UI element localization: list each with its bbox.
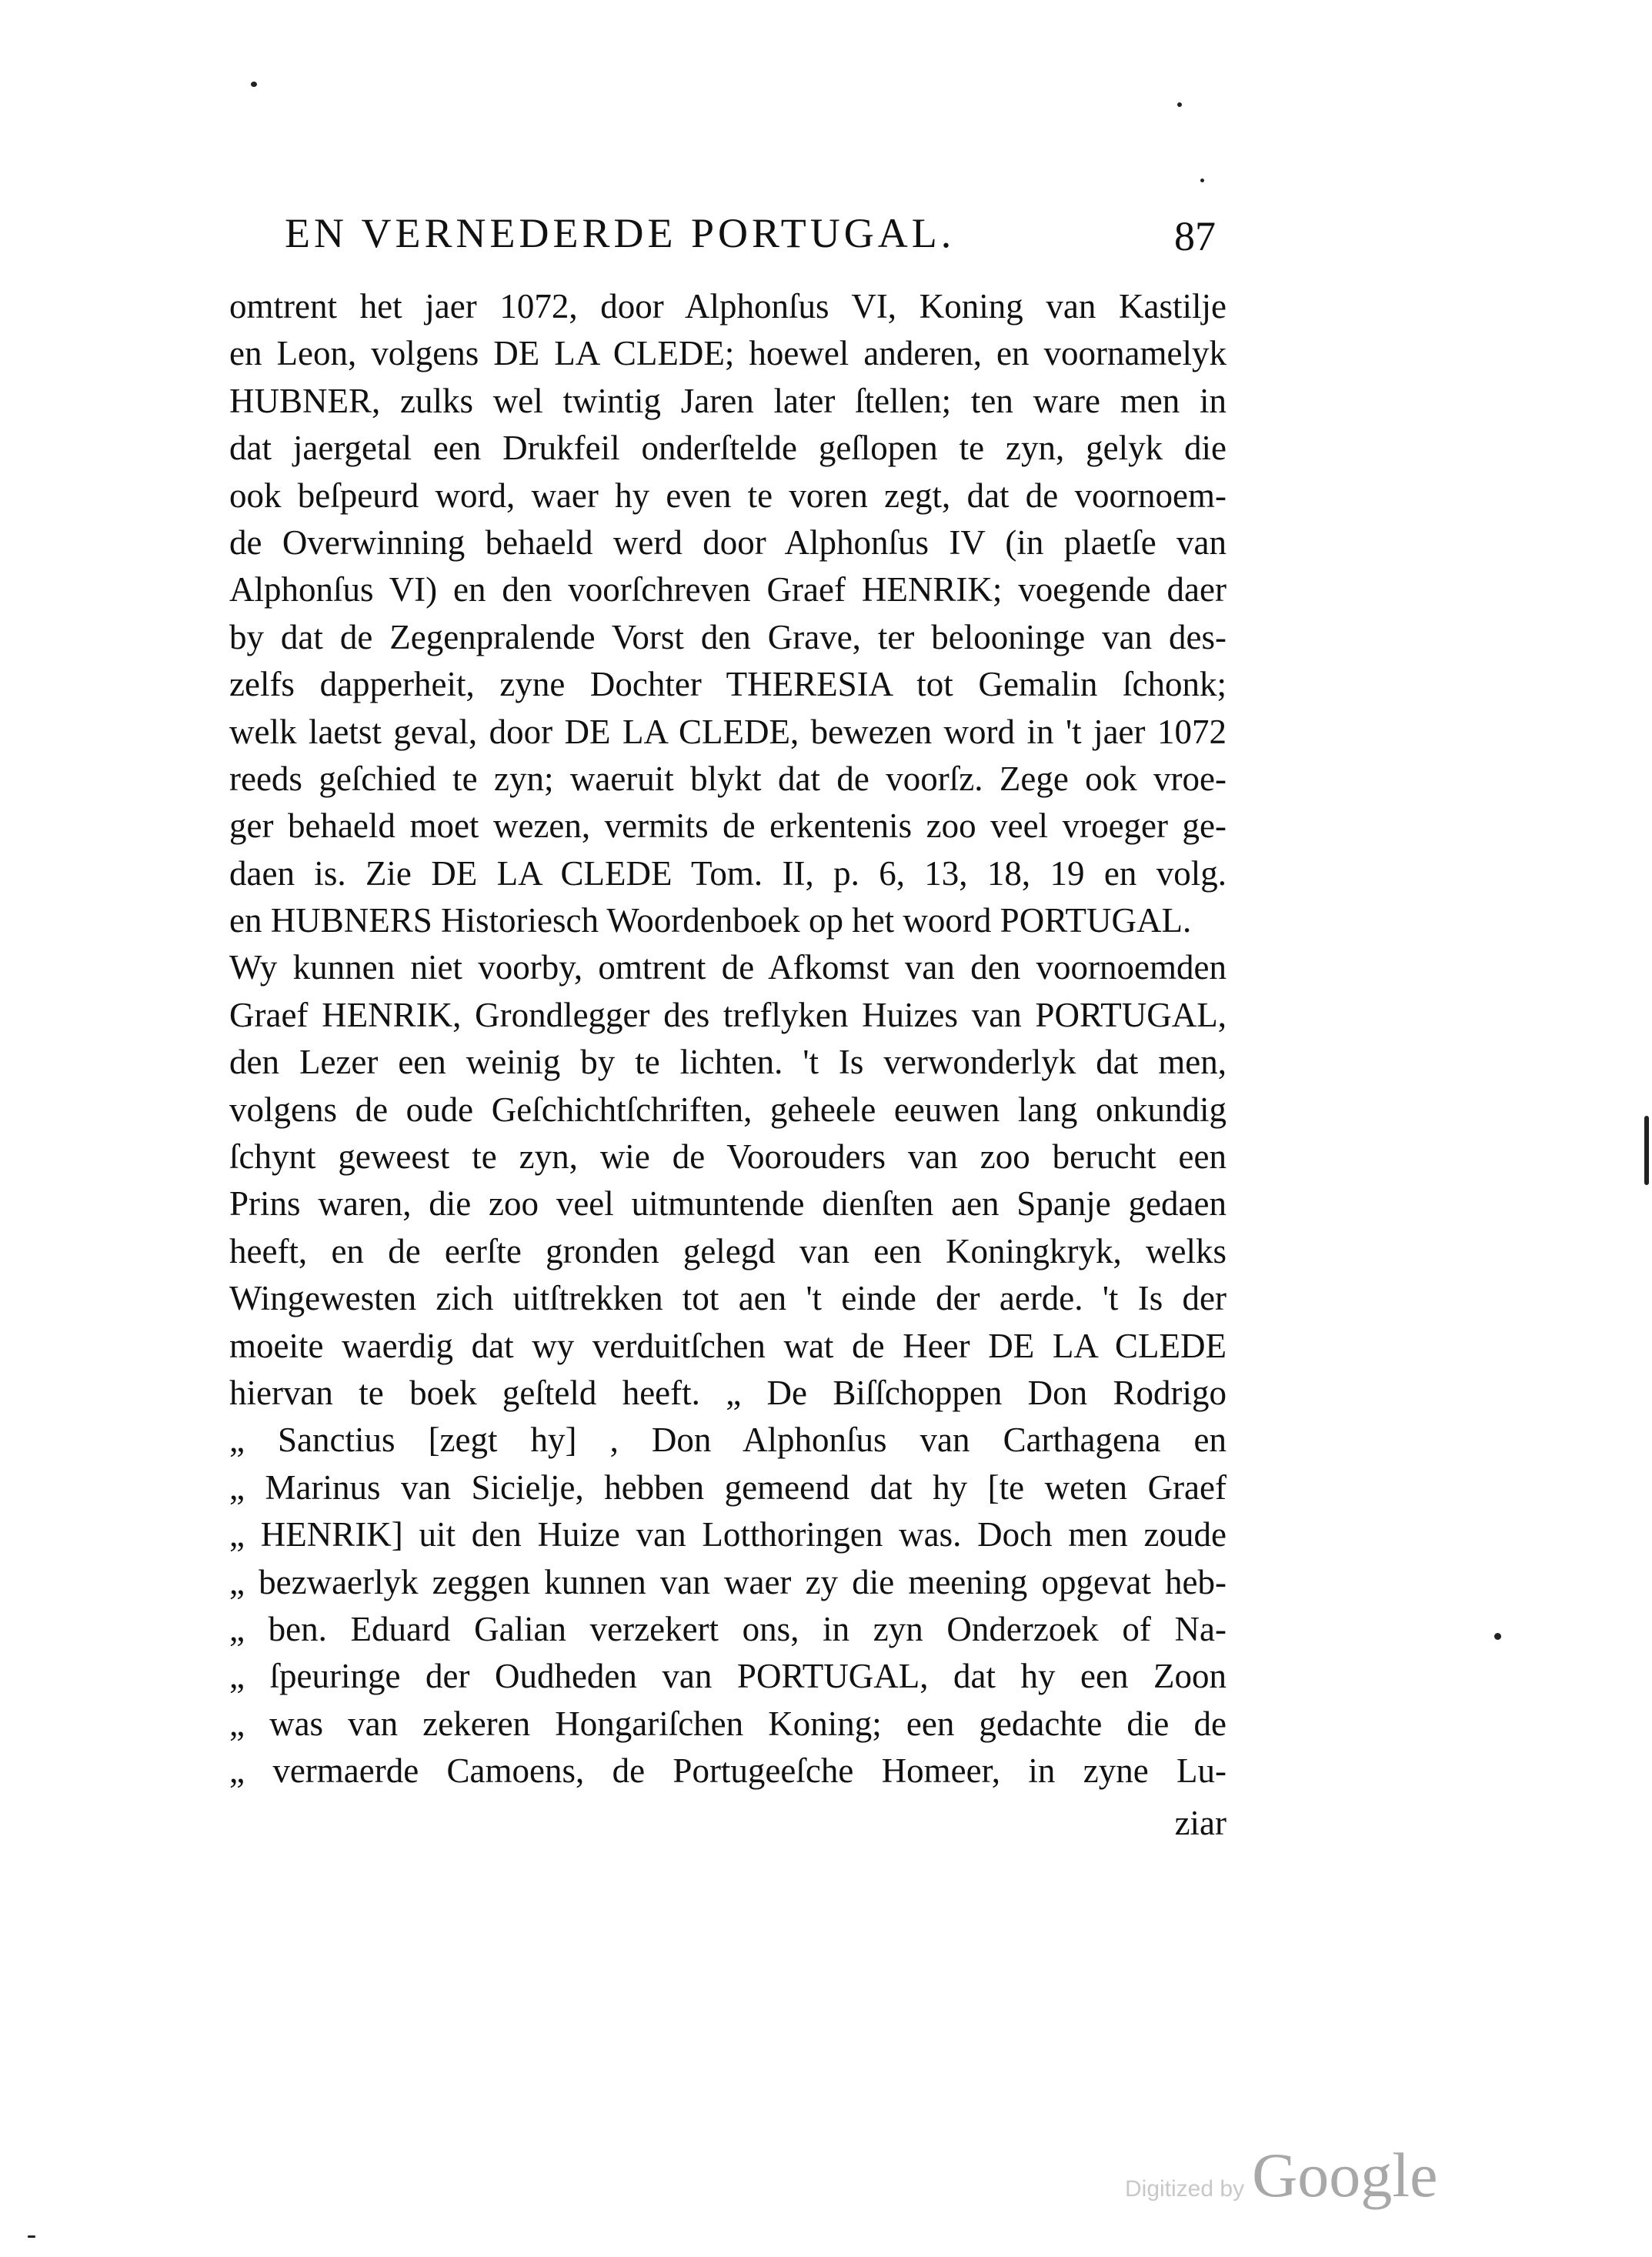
watermark-brand-logo: Google [1252, 2140, 1438, 2210]
text-line: moeite waerdig dat wy verduitſchen wat de Heer DE LA CLEDE [229, 1326, 1226, 1365]
text-line: „ Sanctius [zegt hy] , Don Alphonſus van Carthagena en [229, 1421, 1226, 1460]
catchword: ziar [1174, 1803, 1226, 1842]
text-line: den Lezer een weinig by te lichten. 't Is verwonderlyk dat men, [229, 1043, 1226, 1082]
text-line: Prins waren, die zoo veel uitmuntende dienſten aen Spanje gedaen [229, 1184, 1226, 1224]
text-line: ook beſpeurd word, waer hy even te voren zegt, dat de voornoem- [229, 476, 1226, 515]
text-line: de Overwinning behaeld werd door Alphonſus IV (in plaetſe van [229, 523, 1226, 562]
text-line: omtrent het jaer 1072, door Alphonſus VI, Koning van Kastilje [229, 287, 1226, 326]
text-line: Graef HENRIK, Grondlegger des treflyken Huizes van PORTUGAL, [229, 995, 1226, 1034]
text-line: by dat de Zegenpralende Vorst den Grave, ter belooninge van des- [229, 617, 1226, 656]
body-text [229, 283, 1226, 1847]
text-line: Alphonſus VI) en den voorſchreven Graef HENRIK; voegende daer [229, 570, 1226, 609]
text-line: „ vermaerde Camoens, de Portugeeſche Homeer, in zyne Lu- [229, 1751, 1226, 1791]
text-line: HUBNER, zulks wel twintig Jaren later ſtellen; ten ware men in [229, 381, 1226, 420]
text-line: zelfs dapperheit, zyne Dochter THERESIA tot Gemalin ſchonk; [229, 665, 1226, 704]
text-line: „ bezwaerlyk zeggen kunnen van waer zy die meening opgevat heb- [229, 1562, 1226, 1601]
text-line: ger behaeld moet wezen, vermits de erkentenis zoo veel vroeger ge- [229, 806, 1226, 846]
text-line: heeft, en de eerſte gronden gelegd van een Koningkryk, welks [229, 1231, 1226, 1270]
text-line: „ HENRIK] uit den Huize van Lotthoringen was. Doch men zoude [229, 1515, 1226, 1554]
scan-speck [251, 82, 257, 87]
text-line: daen is. Zie DE LA CLEDE Tom. II, p. 6, 13, 18, 19 en volg. [229, 853, 1226, 893]
scan-speck [1644, 1116, 1649, 1185]
text-line: dat jaergetal een Drukfeil onderſtelde geſlopen te zyn, gelyk die [229, 429, 1226, 468]
text-line: „ ſpeuringe der Oudheden van PORTUGAL, dat hy een Zoon [229, 1657, 1226, 1696]
digitization-watermark [1125, 2139, 1471, 2216]
text-line: „ was van zekeren Hongariſchen Koning; een gedachte die de [229, 1704, 1226, 1743]
scan-speck [1494, 1633, 1501, 1640]
text-line: welk laetst geval, door DE LA CLEDE, bewezen word in 't jaer 1072 [229, 712, 1226, 751]
text-line: ſchynt geweest te zyn, wie de Voorouders van zoo berucht een [229, 1137, 1226, 1177]
scan-speck [28, 2235, 35, 2238]
text-line: en HUBNERS Historiesch Woordenboek op het woord PORTUGAL. [229, 901, 1192, 940]
text-line: reeds geſchied te zyn; waeruit blykt dat de voorſz. Zege ook vroe- [229, 759, 1226, 798]
running-title: EN VERNEDERDE PORTUGAL. [285, 210, 956, 256]
page-number: 87 [1174, 213, 1216, 259]
text-line: „ Marinus van Sicielje, hebben gemeend dat hy [te weten Graef [229, 1467, 1226, 1507]
text-line: „ ben. Eduard Galian verzekert ons, in zyn Onderzoek of Na- [229, 1609, 1226, 1648]
scan-speck [1177, 102, 1182, 107]
text-line: Wy kunnen niet voorby, omtrent de Afkomst van den voornoemden [229, 948, 1226, 987]
watermark-prefix: Digitized by [1125, 2176, 1245, 2202]
text-line: hiervan te boek geſteld heeft. „ De Biſſchoppen Don Rodrigo [229, 1373, 1226, 1412]
scan-speck [1200, 179, 1204, 182]
running-head [285, 206, 1216, 260]
text-line: en Leon, volgens DE LA CLEDE; hoewel anderen, en voornamelyk [229, 334, 1226, 373]
text-line: volgens de oude Geſchichtſchriften, geheele eeuwen lang onkundig [229, 1090, 1226, 1129]
text-line: Wingewesten zich uitſtrekken tot aen 't einde der aerde. 't Is der [229, 1279, 1226, 1318]
